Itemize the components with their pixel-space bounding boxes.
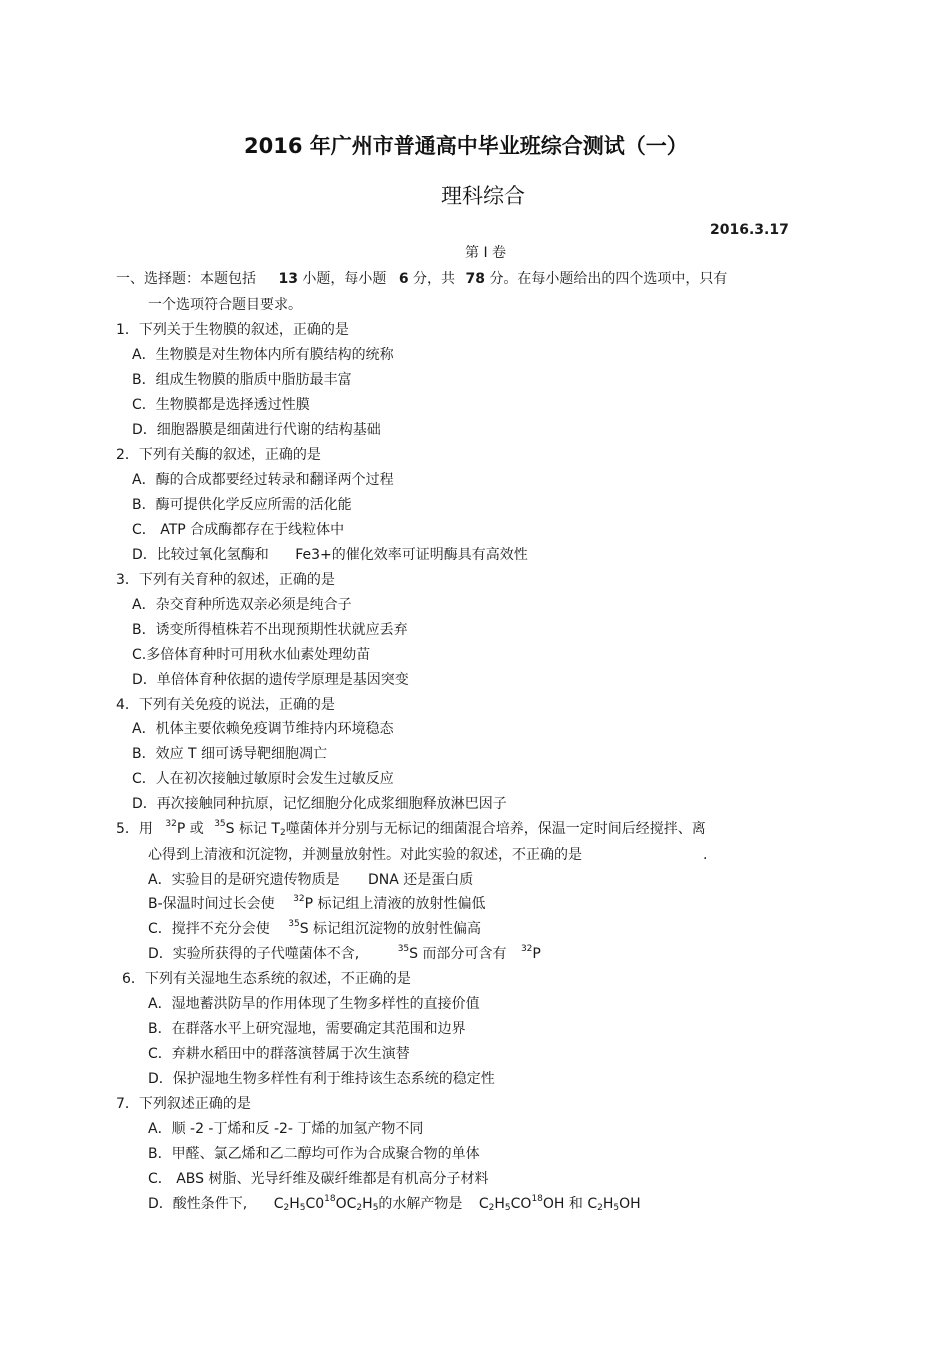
q5-or: 或 [189, 821, 204, 837]
q3-option-c: C.多倍体育种时可用秋水仙素处理幼苗 [132, 647, 371, 663]
q2-option-d-part1: D．比较过氧化氢酶和 [132, 547, 269, 563]
q5-option-d-part3: P [532, 946, 541, 962]
q5-stem [116, 820, 706, 838]
q4-option-a: A．机体主要依赖免疫调节维持内环境稳态 [132, 721, 394, 737]
q5-t-subscript: 2 [280, 828, 286, 838]
q1-option-c: C．生物膜都是选择透过性膜 [132, 397, 310, 413]
q5-option-d-iso32: 32 [520, 944, 533, 954]
instructions-line2: 一个选项符合题目要求。 [148, 297, 302, 313]
instructions-part4: 分。在每小题给出的四个选项中，只有 [489, 271, 728, 287]
q6-option-a: A．湿地蓄洪防旱的作用体现了生物多样性的直接价值 [148, 996, 480, 1012]
q3-option-b: B．诱变所得植株若不出现预期性状就应丢弃 [132, 622, 408, 638]
q5-option-c-part2: S 标记组沉淀物的放射性偏高 [299, 921, 482, 937]
q5-option-d-part2: S 而部分可含有 [409, 946, 507, 962]
q5-label-t: 标记 T [238, 821, 280, 837]
q2-option-a: A．酶的合成都要经过转录和翻译两个过程 [132, 472, 394, 488]
q6-stem: 6．下列有关湿地生态系统的叙述，不正确的是 [122, 971, 411, 987]
q5-iso-35: 35 [214, 819, 226, 829]
q5-option-b-iso: 32 [293, 894, 305, 904]
q5-option-c-part1: C．搅拌不充分会使 [148, 921, 270, 937]
q6-option-b: B．在群落水平上研究湿地，需要确定其范围和边界 [148, 1021, 466, 1037]
q6-option-c: C．弃耕水稻田中的群落演替属于次生演替 [148, 1046, 410, 1062]
q3-option-a: A．杂交育种所选双亲必须是纯合子 [132, 597, 352, 613]
q5-option-a-part1: A．实验目的是研究遗传物质是 [148, 872, 340, 888]
total-score: 78 [465, 271, 485, 287]
q5-iso-32: 32 [165, 819, 177, 829]
q5-num: 5．用 [116, 821, 153, 837]
q5-option-c [148, 920, 481, 938]
q5-sulfur: S [225, 821, 235, 837]
q4-option-b: B．效应 T 细可诱导靶细胞凋亡 [132, 746, 328, 762]
q2-option-b: B．酶可提供化学反应所需的活化能 [132, 497, 352, 513]
q3-stem: 3．下列有关育种的叙述，正确的是 [116, 572, 335, 588]
q5-stem-dot: . [703, 847, 708, 863]
q7-product-acid: $C_2H_5CO^{18}OH$ [478, 1194, 565, 1213]
page-subtitle: 理科综合 [441, 184, 525, 208]
q1-option-d: D．细胞器膜是细菌进行代谢的结构基础 [132, 422, 381, 438]
q5-option-a [148, 871, 473, 889]
q5-option-d [148, 945, 541, 963]
volume-label: 第 I 卷 [465, 245, 507, 261]
q7-option-c: C． ABS 树脂、光导纤维及碳纤维都是有机高分子材料 [148, 1171, 489, 1187]
q5-phosphorus: P [176, 821, 186, 837]
page-title: 2016 年广州市普通高中毕业班综合测试（一） [244, 134, 688, 158]
instructions-part2: 小题，每小题 [302, 271, 387, 287]
q7-product-ethanol: $C_2H_5OH$ [587, 1196, 641, 1213]
q5-stem-line2: 心得到上清液和沉淀物，并测量放射性。对此实验的叙述，不正确的是 [148, 847, 582, 863]
q1-option-a: A．生物膜是对生物体内所有膜结构的统称 [132, 347, 394, 363]
q3-option-d: D．单倍体育种依据的遗传学原理是基因突变 [132, 672, 409, 688]
q5-option-d-part1: D．实验所获得的子代噬菌体不含, [148, 946, 360, 962]
q5-option-c-iso: 35 [288, 919, 300, 929]
q1-stem: 1．下列关于生物膜的叙述，正确的是 [116, 322, 349, 338]
q7-stem: 7．下列叙述正确的是 [116, 1096, 251, 1112]
exam-date: 2016.3.17 [710, 222, 789, 238]
q5-option-b-part1: B-保温时间过长会使 [148, 896, 275, 912]
instructions-part3: 分，共 [413, 271, 456, 287]
q2-option-c: C． ATP 合成酶都存在于线粒体中 [132, 522, 345, 538]
q2-stem: 2．下列有关酶的叙述，正确的是 [116, 447, 321, 463]
q7-option-d-part2: 的水解产物是 [378, 1196, 463, 1212]
q5-stem-rest: 噬菌体并分别与无标记的细菌混合培养，保温一定时间后经搅拌、离 [285, 821, 706, 837]
q7-option-b: B．甲醛、氯乙烯和乙二醇均可作为合成聚合物的单体 [148, 1146, 480, 1162]
q7-option-a: A．顺 -2 -丁烯和反 -2- 丁烯的加氢产物不同 [148, 1121, 424, 1137]
q5-option-a-part2: DNA 还是蛋白质 [368, 872, 474, 888]
score-each: 6 [398, 271, 409, 287]
q1-option-b: B．组成生物膜的脂质中脂肪最丰富 [132, 372, 352, 388]
q7-reactant-formula: $C_2H_5C0^{18}OC_2H_5$ [273, 1194, 379, 1213]
q7-and: 和 [568, 1196, 583, 1212]
q7-option-d [148, 1195, 641, 1213]
q5-option-d-iso35: 35 [397, 944, 410, 954]
q5-option-b [148, 895, 485, 913]
q6-option-d: D．保护湿地生物多样性有利于维持该生态系统的稳定性 [148, 1071, 495, 1087]
q2-option-d-part2: Fe3+的催化效率可证明酶具有高效性 [295, 547, 528, 563]
instructions-line1 [116, 270, 727, 288]
q4-option-c: C．人在初次接触过敏原时会发生过敏反应 [132, 771, 394, 787]
q4-option-d: D．再次接触同种抗原，记忆细胞分化成浆细胞释放淋巴因子 [132, 796, 507, 812]
q7-option-d-part1: D．酸性条件下, [148, 1196, 248, 1212]
q5-option-b-part2: P 标记组上清液的放射性偏低 [304, 896, 486, 912]
question-count: 13 [278, 271, 298, 287]
q4-stem: 4．下列有关免疫的说法，正确的是 [116, 697, 335, 713]
q2-option-d [132, 546, 528, 564]
instructions-part1: 一、选择题：本题包括 [116, 271, 256, 287]
